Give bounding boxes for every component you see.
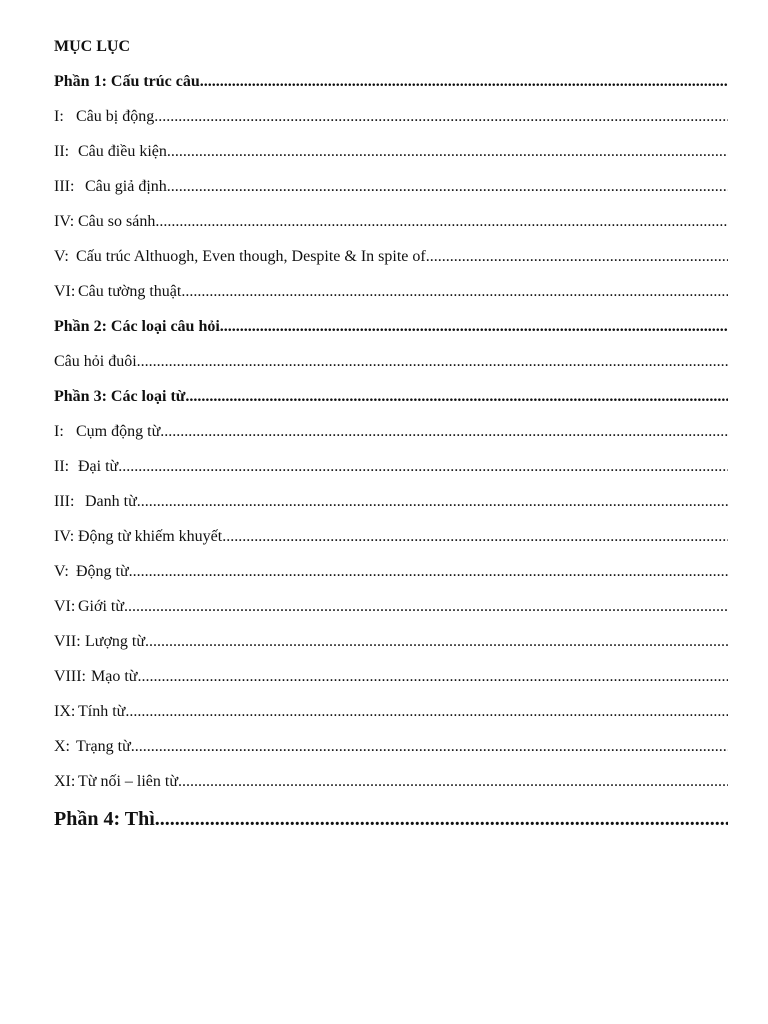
toc-entry-number: V:: [54, 563, 69, 580]
toc-entry-label: Cấu trúc Althuogh, Even though, Despite & In spite of: [76, 248, 426, 265]
toc-entry-label: Tính từ: [78, 703, 126, 720]
toc-entry[interactable]: [54, 526, 728, 561]
toc-dot-leader: [167, 176, 728, 198]
toc-entry-number: VII:: [54, 633, 81, 650]
toc-dot-leader: [118, 456, 728, 478]
toc-entry-number: III:: [54, 178, 75, 195]
toc-dot-leader: [426, 246, 728, 268]
toc-entry-label: Mạo từ: [91, 668, 138, 685]
toc-entry[interactable]: [54, 736, 728, 771]
toc-entry-label: Câu tường thuật: [78, 283, 182, 300]
toc-dot-leader: [181, 281, 728, 303]
toc-title: MỤC LỤC: [54, 38, 130, 55]
toc-entry-number: IX:: [54, 703, 76, 720]
toc-dot-leader: [145, 631, 728, 653]
toc-dot-leader: [167, 141, 728, 163]
toc-entry-label: Câu so sánh: [78, 213, 156, 230]
toc-entry[interactable]: [54, 211, 728, 246]
toc-entry[interactable]: [54, 106, 728, 141]
toc-entry[interactable]: [54, 666, 728, 701]
toc-dot-leader: [154, 106, 728, 128]
toc-dot-leader: [129, 561, 728, 583]
toc-entry[interactable]: [54, 771, 728, 806]
toc-dot-leader: [155, 211, 728, 233]
toc-entry[interactable]: [54, 246, 728, 281]
toc-entry[interactable]: [54, 631, 728, 666]
toc-entry[interactable]: [54, 806, 728, 846]
toc-entry[interactable]: [54, 491, 728, 526]
toc-entry-label: Danh từ: [85, 493, 137, 510]
toc-dot-leader: [222, 526, 728, 548]
toc-dot-leader: [137, 491, 728, 513]
toc-entry-label: Trạng từ: [76, 738, 131, 755]
toc-dot-leader: [178, 771, 728, 793]
toc-dot-leader: [220, 316, 728, 338]
toc-entry-label: Giới từ: [78, 598, 125, 615]
toc-dot-leader: [155, 806, 728, 832]
toc-entry-number: I:: [54, 423, 64, 440]
toc-entry-label: Câu bị động: [76, 108, 155, 125]
toc-dot-leader: [185, 386, 728, 408]
toc-entry-number: VI:: [54, 598, 76, 615]
toc-list: [54, 71, 728, 846]
toc-entry-number: II:: [54, 458, 70, 475]
toc-dot-leader: [124, 596, 728, 618]
toc-dot-leader: [137, 666, 728, 688]
toc-entry-label: Cụm động từ: [76, 423, 161, 440]
toc-entry[interactable]: [54, 281, 728, 316]
toc-entry[interactable]: [54, 421, 728, 456]
toc-entry-label: Câu điều kiện: [78, 143, 167, 160]
toc-entry[interactable]: [54, 596, 728, 631]
toc-entry-number: I:: [54, 108, 64, 125]
toc-entry-label: Từ nối – liên từ: [78, 773, 178, 790]
toc-entry-label: Động từ khiếm khuyết: [78, 528, 223, 545]
toc-entry[interactable]: [54, 561, 728, 596]
toc-entry[interactable]: [54, 351, 728, 386]
toc-entry[interactable]: [54, 71, 728, 106]
toc-entry-label: Phần 4: Thì: [54, 808, 155, 830]
toc-entry-number: IV:: [54, 213, 75, 230]
toc-entry[interactable]: [54, 701, 728, 736]
toc-entry[interactable]: [54, 456, 728, 491]
toc-entry-label: Câu hỏi đuôi: [54, 353, 137, 370]
toc-dot-leader: [200, 71, 728, 93]
toc-dot-leader: [137, 351, 728, 373]
toc-entry-number: II:: [54, 143, 70, 160]
toc-entry-label: Phần 1: Cấu trúc câu: [54, 73, 200, 90]
toc-entry-label: Câu giả định: [85, 178, 167, 195]
toc-entry-number: XI:: [54, 773, 76, 790]
toc-entry-number: V:: [54, 248, 69, 265]
toc-entry[interactable]: [54, 141, 728, 176]
toc-entry[interactable]: [54, 386, 728, 421]
toc-dot-leader: [131, 736, 728, 758]
toc-dot-leader: [125, 701, 728, 723]
toc-entry-label: Lượng từ: [85, 633, 146, 650]
toc-entry[interactable]: [54, 316, 728, 351]
toc-entry[interactable]: [54, 176, 728, 211]
toc-entry-number: X:: [54, 738, 70, 755]
toc-entry-label: Phần 3: Các loại từ: [54, 388, 186, 405]
toc-dot-leader: [160, 421, 728, 443]
toc-entry-number: IV:: [54, 528, 75, 545]
toc-entry-label: Động từ: [76, 563, 129, 580]
toc-entry-number: VIII:: [54, 668, 86, 685]
toc-entry-number: VI:: [54, 283, 76, 300]
toc-entry-label: Đại từ: [78, 458, 119, 475]
toc-entry-number: III:: [54, 493, 75, 510]
toc-entry-label: Phần 2: Các loại câu hỏi: [54, 318, 220, 335]
